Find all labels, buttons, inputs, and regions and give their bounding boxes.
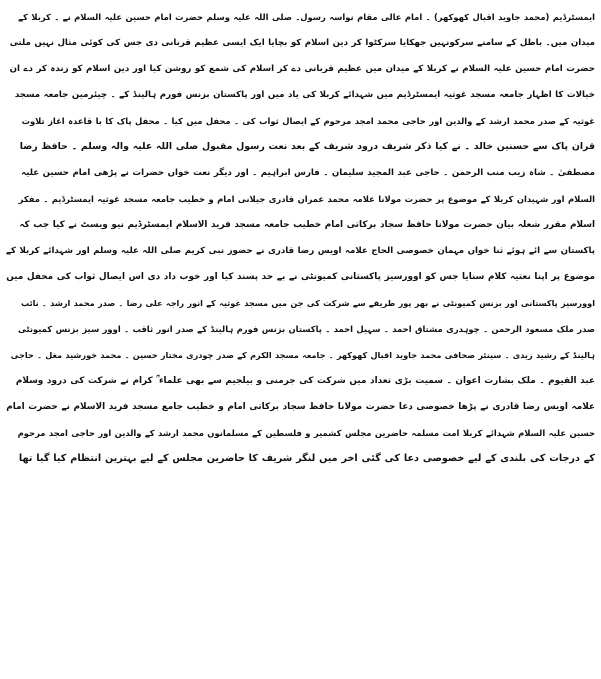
article-line: حسین علیہ السلام شہدائے کربلا امت مسلمہ حاضرین مجلس کشمیر و فلسطین کے مسلمانوں محمد ارشد کے والدین اور حاجی امجد مرحوم <box>17 428 595 438</box>
article-line: پاکستان سے ائے ہوئے ثنا خواں مہمان خصوصی الحاج علامہ اویس رضا قادری نے حضور نبی کریم صلی اللہ علیہ وسلم اور شہدائے کربلا کے <box>6 246 595 256</box>
article-line: عبد القیوم ۔ ملک بشارت اعوان ۔ سمیت بڑی تعداد میں شرکت کی جرمنی و بیلجیم سے بھی علماء ؒ کرام نے شرکت کی درود وسلام <box>15 376 595 386</box>
article-line: علامہ اویس رضا قادری نے پڑھا خصوصی دعا حضرت مولانا حافظ سجاد برکاتی امام و خطیب جامع مسجد فرید الاسلام نے حضرت امام <box>6 402 595 412</box>
article-line: میدان میں۔ باطل کے سامنے سرکونہیں جھکایا سرکٹوا کر دین اسلام کو بچایا ایک ایسی عظیم قربانی دی جس کی کوئی مثال نہیں ملتی <box>9 38 595 48</box>
article-line: خیالات کا اظہار جامعہ مسجد غوثیہ ایمسٹرڈیم میں شہدائے کربلا کی یاد میں اور پاکستان بزنس فورم ہالینڈ کے ۔ چیئرمین جامعہ مسجد <box>14 90 595 100</box>
article-line: صدر ملک مسعود الرحمن ۔ چوہدری مشتاق احمد ۔ سہیل احمد ۔ پاکستان بزنس فورم ہالینڈ کے صدر انور ثاقب ۔ اوور سیز بزنس کمیونٹی <box>17 324 595 334</box>
article-line: اوورسیز پاکستانی اور بزنس کمیونٹی نے بھر پور طریقے سے شرکت کی جن میں مسجد غوثیہ کے انور راجہ علی رضا ۔ صدر محمد ارشد ۔ نائب <box>20 298 595 308</box>
article-line: ہالینڈ کے رشید زیدی ۔ سینئر صحافی محمد جاوید اقبال کھوکھر ۔ جامعہ مسجد الکرم کے صدر چودری مختار حسین ۔ محمد خورشید مغل ۔ حاجی <box>10 350 595 360</box>
article-line: موضوع پر اپنا نعتیہ کلام سنایا جس کو اوورسیز پاکستانی کمیونٹی نے بے حد پسند کیا اور خوب داد دی اس ایصال ثواب کی محفل میں <box>6 272 595 282</box>
article-body <box>6 4 595 472</box>
article-line: مصطفیٰ ۔ شاہ زیب منب الرحمن ۔ حاجی عبد المجید سلیمان ۔ فارس ابراہیم ۔ اور دیگر نعت خواں حضرات نے پڑھی امام حسین علیہ <box>21 168 595 178</box>
article-line: حضرت امام حسین علیہ السلام نے کربلا کے میدان میں عظیم قربانی دے کر اسلام کی شمع کو روشن کیا اور دین اسلام کو زندہ کر دے ان <box>9 64 595 74</box>
article-line: ایمسٹرڈیم (محمد جاوید اقبال کھوکھر) ۔ امام عالی مقام نواسہ رسول۔ صلی اللہ علیہ وسلم حضرت امام حسین علیہ السلام نے ۔ کربلا کے <box>18 12 595 22</box>
article-line: غوثیہ کے صدر محمد ارشد کے والدین اور حاجی محمد امجد مرحوم کے ایصال ثواب کی ۔ محفل میں کیا ۔ محفل پاک کا با قاعدہ اغاز تلاوت <box>21 116 595 126</box>
article-line: السلام اور شہیدان کربلا کے موضوع پر حضرت مولانا علامہ محمد عمران قادری جیلانی امام و خطیب جامعہ مسجد غوثیہ ایمسٹرڈیم ۔ مفکر <box>18 194 595 204</box>
article-line: قران پاک سے حسنین خالد ۔ نے کیا ذکر شریف درود شریف کے بعد نعت رسول مقبول صلی اللہ علیہ والہ وسلم ۔ حافظ رضا <box>19 141 595 152</box>
article-line: کے درجات کی بلندی کے لیے خصوصی دعا کی گئی اخر میں لنگر شریف کا حاضرین مجلس کے لیے بہترین انتظام کیا گیا تھا <box>18 453 595 464</box>
article-line: اسلام مقرر شعلہ بیان حضرت مولانا حافظ سجاد برکاتی امام خطیب جامعہ مسجد فرید الاسلام ایمسٹرڈیم نیو ویسٹ نے کیا جب کہ <box>19 220 595 230</box>
